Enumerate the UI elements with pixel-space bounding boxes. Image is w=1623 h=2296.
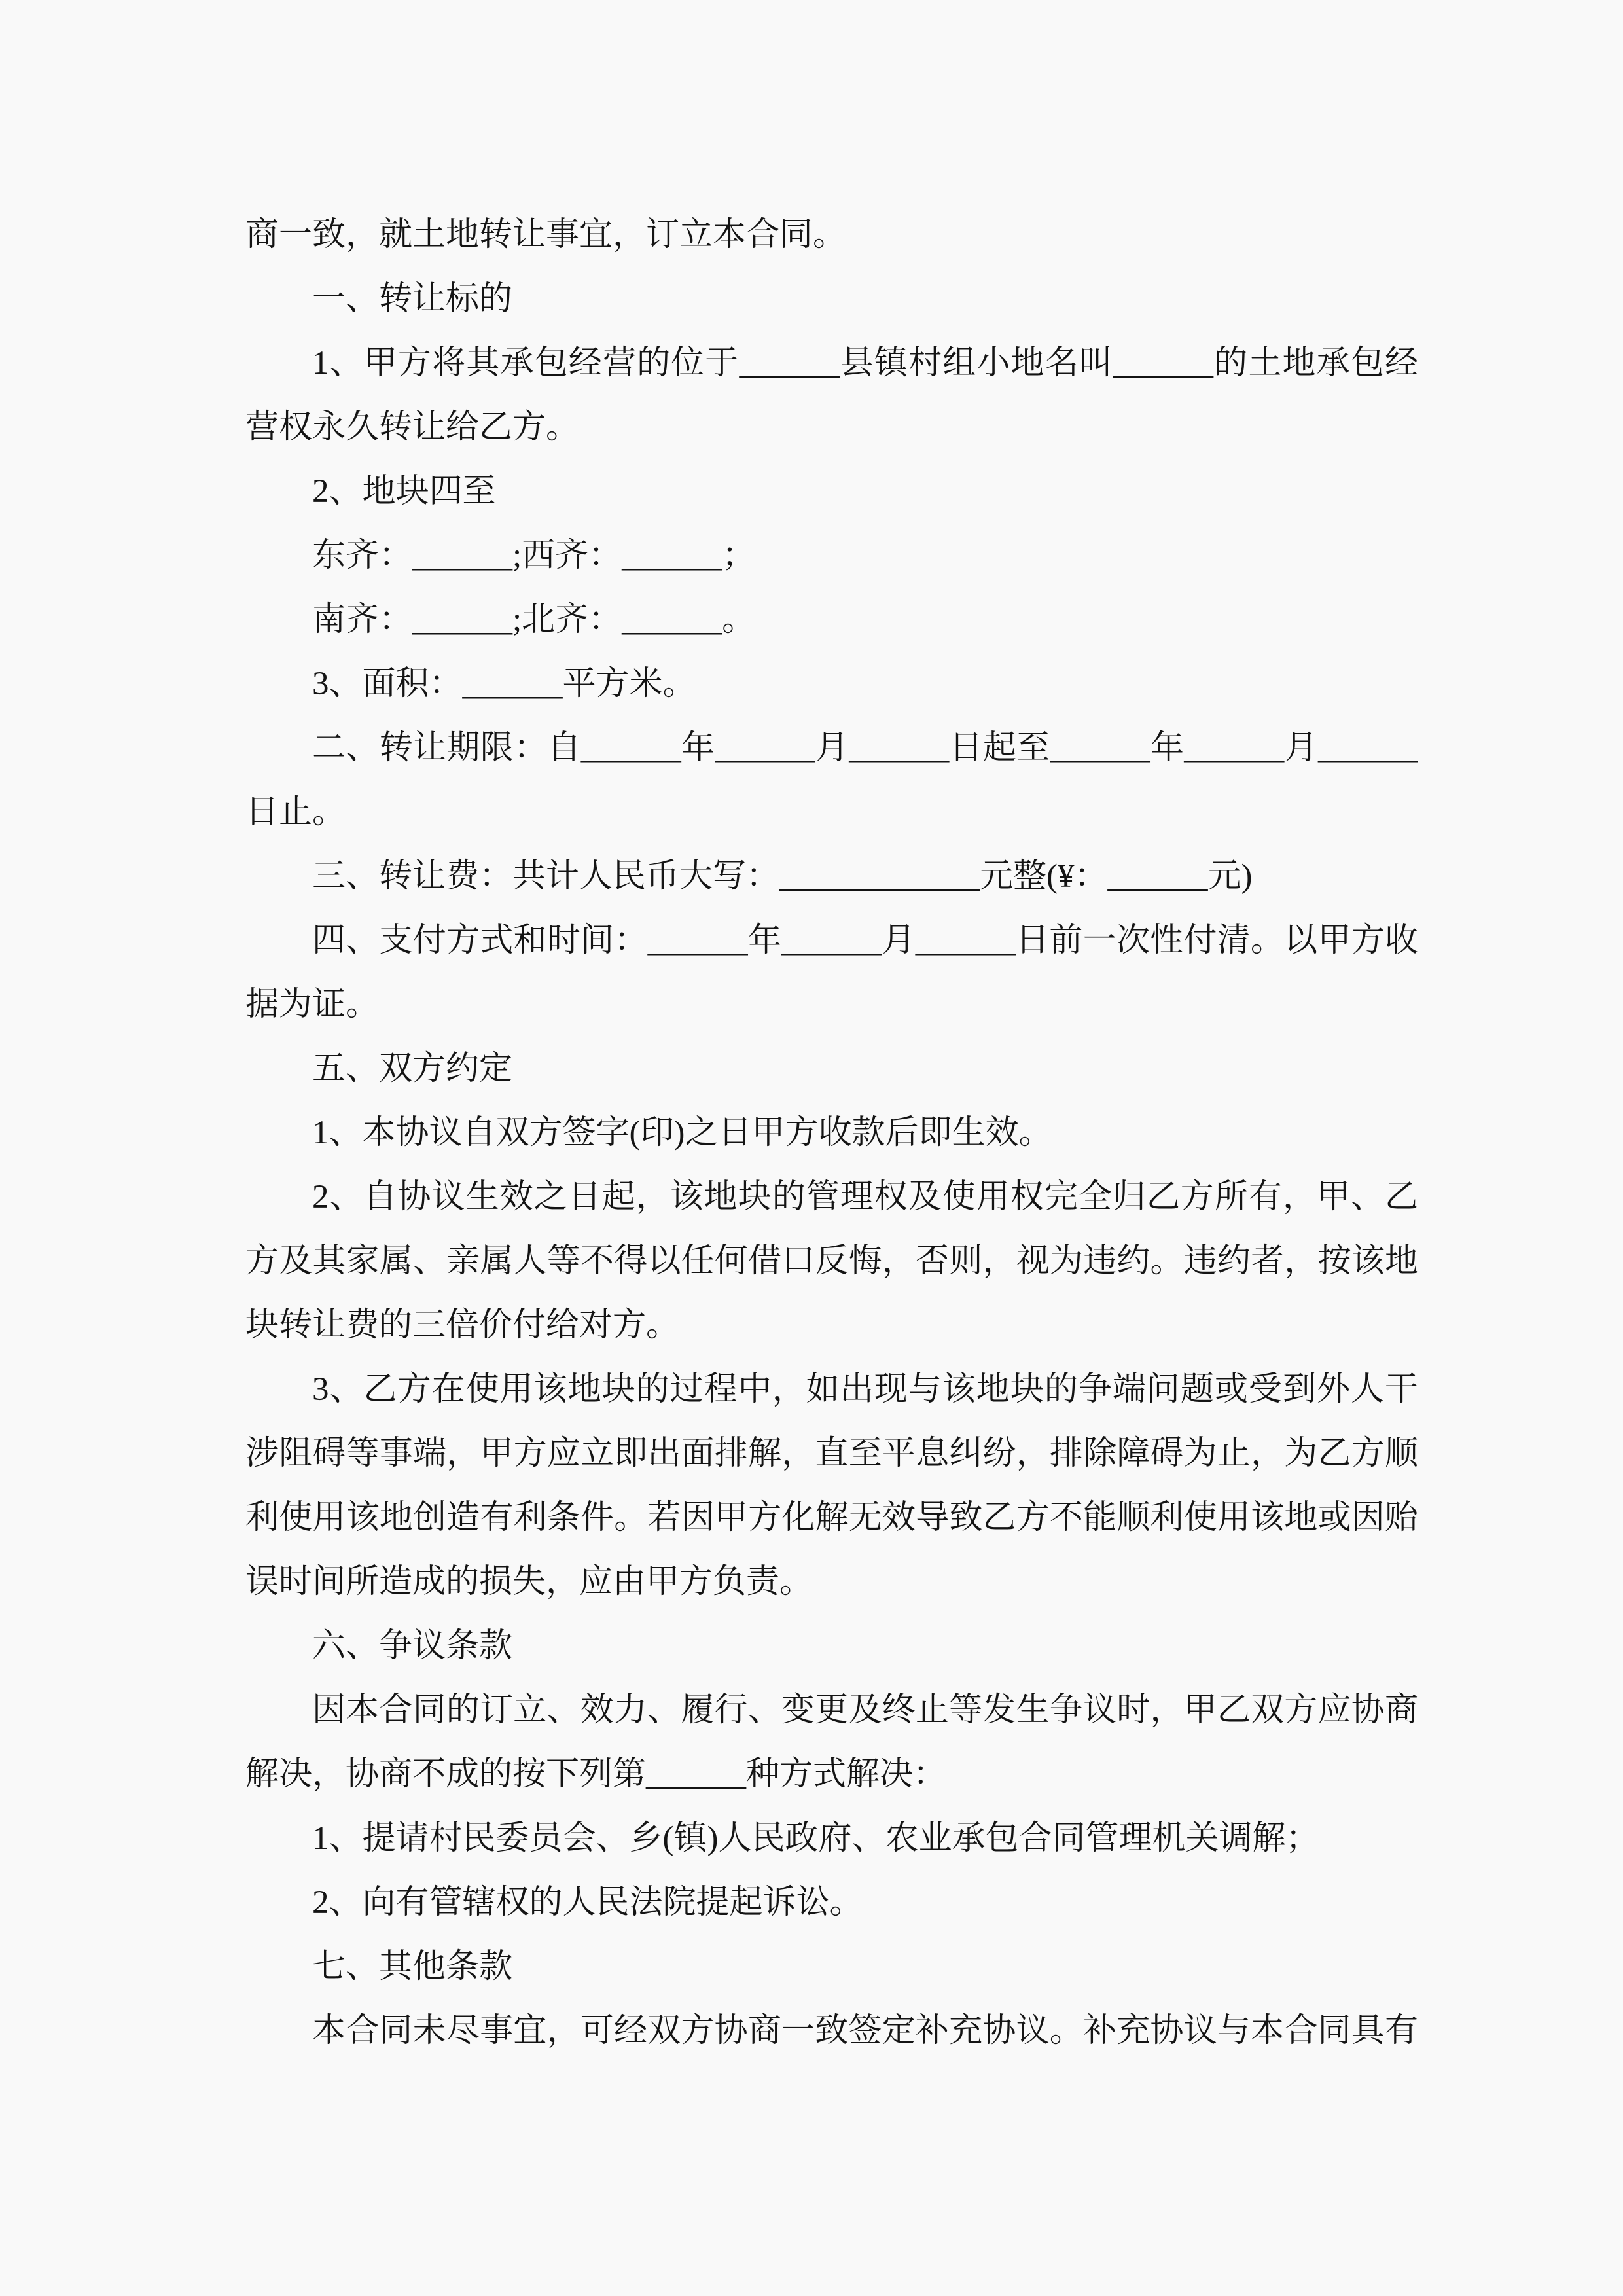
contract-line: 2、自协议生效之日起，该地块的管理权及使用权完全归乙方所有，甲、乙 bbox=[312, 1179, 1418, 1215]
contract-line: 本合同未尽事宜，可经双方协商一致签定补充协议。补充协议与本合同具有 bbox=[312, 2013, 1418, 2049]
contract-line: 3、乙方在使用该地块的过程中，如出现与该地块的争端问题或受到外人干 bbox=[312, 1371, 1418, 1408]
contract-line: 3、面积：______平方米。 bbox=[312, 666, 696, 702]
contract-line: 2、向有管辖权的人民法院提起诉讼。 bbox=[312, 1884, 863, 1921]
contract-line: 1、本协议自双方签字(印)之日甲方收款后即生效。 bbox=[312, 1115, 1052, 1151]
contract-line: 五、双方约定 bbox=[312, 1050, 513, 1087]
contract-line: 解决，协商不成的按下列第______种方式解决： bbox=[245, 1756, 947, 1793]
contract-line: 利使用该地创造有利条件。若因甲方化解无效导致乙方不能顺利使用该地或因贻 bbox=[245, 1499, 1418, 1536]
contract-line: 涉阻碍等事端，甲方应立即出面排解，直至平息纠纷，排除障碍为止，为乙方顺 bbox=[245, 1435, 1418, 1472]
contract-line: 南齐：______;北齐：______。 bbox=[312, 601, 756, 638]
contract-line: 1、甲方将其承包经营的位于______县镇村组小地名叫______的土地承包经 bbox=[312, 345, 1418, 382]
contract-line: 方及其家属、亲属人等不得以任何借口反悔，否则，视为违约。违约者，按该地 bbox=[245, 1243, 1418, 1280]
contract-line: 二、转让期限：自______年______月______日起至______年______月______ bbox=[312, 730, 1418, 766]
contract-line: 据为证。 bbox=[245, 986, 380, 1023]
contract-line: 商一致，就土地转让事宜，订立本合同。 bbox=[245, 217, 847, 253]
contract-line: 七、其他条款 bbox=[312, 1948, 513, 1985]
contract-line: 三、转让费：共计人民币大写：____________元整(¥：______元) bbox=[312, 858, 1253, 895]
contract-line: 东齐：______;西齐：______； bbox=[312, 537, 756, 574]
contract-line: 因本合同的订立、效力、履行、变更及终止等发生争议时，甲乙双方应协商 bbox=[312, 1692, 1418, 1729]
contract-line: 营权永久转让给乙方。 bbox=[245, 409, 580, 446]
contract-line: 2、地块四至 bbox=[312, 473, 496, 510]
contract-line: 一、转让标的 bbox=[312, 281, 513, 317]
contract-line: 块转让费的三倍价付给对方。 bbox=[245, 1307, 680, 1344]
contract-line: 1、提请村民委员会、乡(镇)人民政府、农业承包合同管理机关调解； bbox=[312, 1820, 1319, 1857]
contract-line: 日止。 bbox=[245, 794, 346, 831]
contract-line: 六、争议条款 bbox=[312, 1628, 513, 1664]
contract-text-body bbox=[245, 203, 1418, 2063]
contract-line: 四、支付方式和时间：______年______月______日前一次性付清。以甲方收 bbox=[312, 922, 1418, 959]
contract-line: 误时间所造成的损失，应由甲方负责。 bbox=[245, 1564, 813, 1600]
